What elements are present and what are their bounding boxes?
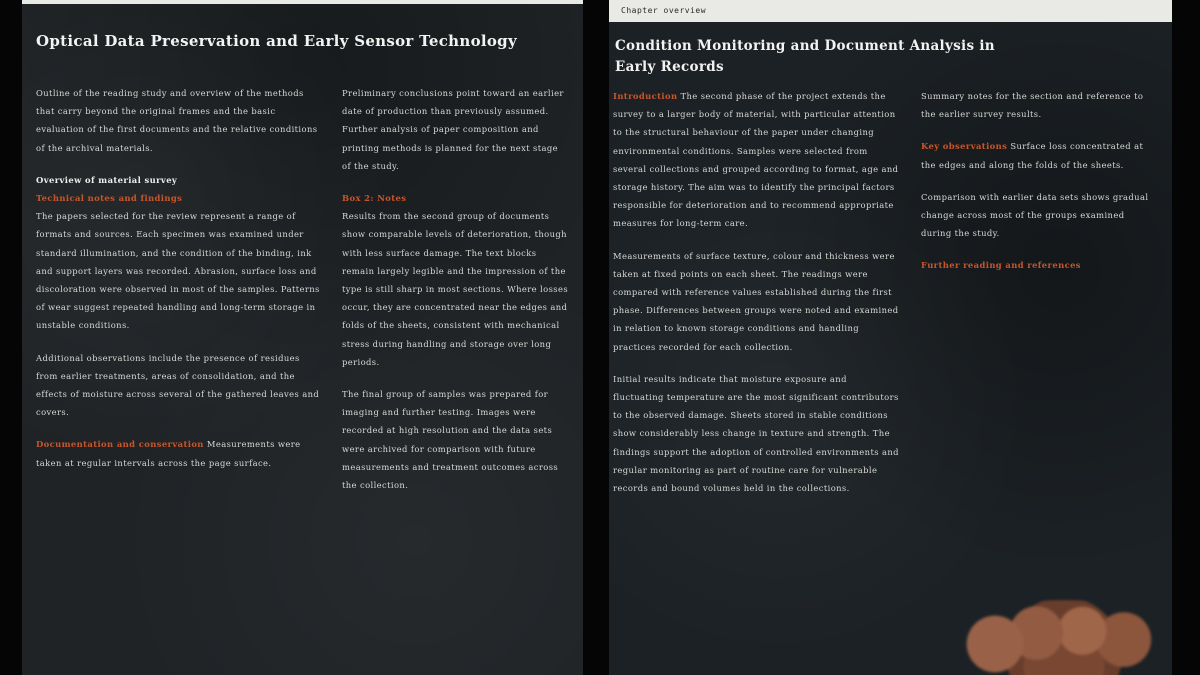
- rust-stain-image: [949, 600, 1172, 675]
- paragraph-text: The final group of samples was prepared for imaging and further testing. Images were recorded at high resolution and the data sets were archived for comparison with future measurements and treatment outcomes across the collection.: [342, 389, 559, 491]
- paragraph: [921, 137, 1151, 173]
- paragraph: [342, 84, 570, 175]
- accent-heading: Introduction: [613, 91, 678, 101]
- paragraph: [36, 171, 320, 335]
- subheading: Overview of material survey: [36, 174, 178, 185]
- paragraph: [342, 189, 570, 371]
- top-label: Chapter overview: [621, 6, 707, 15]
- left-headline: Optical Data Preservation and Early Sensor Technology: [36, 32, 517, 50]
- paragraph: [921, 87, 1151, 123]
- paragraph: [613, 247, 899, 356]
- paragraph: [342, 385, 570, 494]
- paragraph: [921, 188, 1151, 243]
- right-page: [609, 0, 1172, 675]
- paragraph: [36, 435, 320, 471]
- paragraph-text: Measurements were taken at regular intervals across the page surface.: [36, 439, 301, 468]
- paragraph-text: Outline of the reading study and overview of the methods that carry beyond the original frames and the basic evaluation of the first documents and the relative conditions of the archival materials.: [36, 88, 318, 153]
- right-column-2: [921, 87, 1151, 289]
- left-page: [22, 0, 583, 675]
- paragraph-text: Comparison with earlier data sets shows gradual change across most of the groups examined during the study.: [921, 191, 1149, 239]
- paragraph-text: Measurements of surface texture, colour and thickness were taken at fixed points on each sheet. The readings were compared with reference values established during the first phase. Differences between groups were noted and examined in relation to known storage conditions and handling practices recorded for each collection.: [613, 250, 899, 352]
- accent-heading: Technical notes and findings: [36, 193, 183, 204]
- right-column-1: [613, 87, 899, 511]
- paragraph-text: Preliminary conclusions point toward an earlier date of production than previously assumed. Further analysis of paper composition and printing methods is planned for the next stage of the study.: [342, 88, 564, 171]
- right-headline: Condition Monitoring and Document Analysis in Early Records: [615, 38, 995, 75]
- paragraph-text: Surface loss concentrated at the edges and along the folds of the sheets.: [921, 141, 1144, 170]
- accent-heading: Box 2: Notes: [342, 193, 407, 204]
- left-column-1: [36, 84, 320, 486]
- right-page-top-bar: [609, 0, 1172, 22]
- left-page-top-edge: [22, 0, 583, 4]
- paragraph-text: Additional observations include the presence of residues from earlier treatments, areas of consolidation, and the effects of moisture across several of the gathered leaves and covers.: [36, 352, 320, 418]
- paragraph-text: Results from the second group of documents show comparable levels of deterioration, though with less surface damage. The text blocks remain largely legible and the impression of the type is still sharp in most sections. Where losses occur, they are concentrated near the edges and folds of the sheets, consistent with mechanical stress during handling and storage over long periods.: [342, 211, 569, 367]
- paragraph: [36, 349, 320, 422]
- paragraph-text: The second phase of the project extends the survey to a larger body of material, with particular attention to the structural behaviour of the paper under changing environmental conditions. Samples were selected from several collections and grouped according to format, age and storage history. The aim was to identify the principal factors responsible for deterioration and to recommend appropriate measures for long-term care.: [613, 91, 899, 229]
- accent-heading: Further reading and references: [921, 260, 1081, 271]
- accent-heading: Key observations: [921, 141, 1008, 152]
- left-column-2: [342, 84, 570, 508]
- paragraph: [613, 370, 899, 497]
- paragraph: [36, 84, 320, 157]
- paragraph-text: Summary notes for the section and reference to the earlier survey results.: [921, 91, 1144, 120]
- paragraph-text: Initial results indicate that moisture exposure and fluctuating temperature are the most significant contributors to the observed damage. Sheets stored in stable conditions show considerably less change in texture and strength. The findings support the adoption of controlled environments and regular monitoring as part of routine care for vulnerable records and bound volumes held in the collections.: [613, 373, 899, 494]
- paragraph: [921, 256, 1151, 274]
- paragraph-text: The papers selected for the review represent a range of formats and sources. Each specimen was examined under standard illumination, and the condition of the binding, ink and support layers was recorded. Abrasion, surface loss and discoloration were observed in most of the samples. Patterns of wear suggest repeated handling and long-term storage in unstable conditions.: [36, 211, 320, 331]
- paragraph: [613, 87, 899, 233]
- accent-heading: Documentation and conservation: [36, 439, 204, 450]
